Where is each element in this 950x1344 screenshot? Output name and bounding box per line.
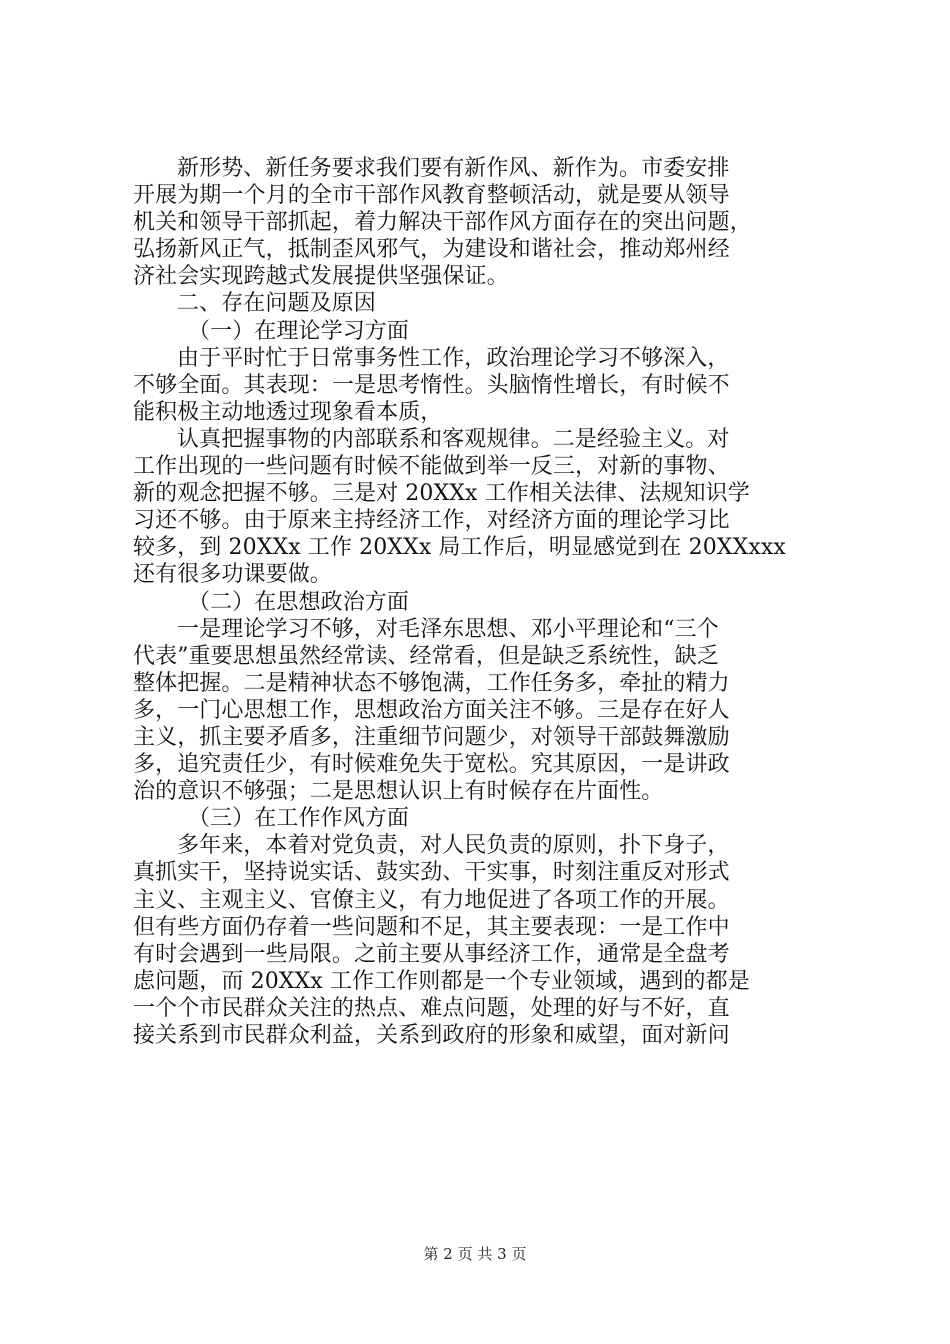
text-line: 一是理论学习不够，对毛泽东思想、邓小平理论和“三个 [177,616,719,642]
text-line: 多年来，本着对党负责，对人民负责的原则，扑下身子， [177,833,730,859]
text-line: 弘扬新风正气，抵制歪风邪气，为建设和谐社会，推动郑州经 [133,237,730,263]
text-line: 能积极主动地透过现象看本质， [133,399,443,425]
text-line: 工作出现的一些问题有时候不能做到举一反三，对新的事物、 [133,454,730,480]
text-line: 主义，抓主要矛盾多，注重细节问题少，对领导干部鼓舞激励 [133,724,730,750]
body-text [133,155,833,1049]
text-line: 习还不够。由于原来主持经济工作，对经济方面的理论学习比 [133,508,730,534]
text-line: 整体把握。二是精神状态不够饱满，工作任务多，牵扯的精力 [133,670,730,696]
text-line: 真抓实干，坚持说实话、鼓实劲、干实事，时刻注重反对形式 [133,860,730,886]
text-line: 虑问题，而 20XXx 工作工作则都是一个专业领域，遇到的都是 [133,968,750,994]
text-line: 济社会实现跨越式发展提供坚强保证。 [133,264,509,290]
text-line: 但有些方面仍存着一些问题和不足，其主要表现：一是工作中 [133,914,730,940]
text-line: 一个个市民群众关注的热点、难点问题，处理的好与不好，直 [133,995,730,1021]
text-line: （三）在工作作风方面 [188,806,410,832]
text-line: 多，一门心思想工作，思想政治方面关注不够。三是存在好人 [133,697,730,723]
text-line: 治的意识不够强；二是思想认识上有时候存在片面性。 [133,779,664,805]
text-line: 不够全面。其表现：一是思考惰性。头脑惰性增长，有时候不 [133,372,730,398]
text-line: 代表”重要思想虽然经常读、经常看，但是缺乏系统性，缺乏 [133,643,719,669]
text-line: 认真把握事物的内部联系和客观规律。二是经验主义。对 [177,426,730,452]
text-line: 较多，到 20XXx 工作 20XXx 局工作后，明显感觉到在 20XXxxx [133,535,786,561]
text-line: 还有很多功课要做。 [133,562,332,588]
page-footer: 第 2 页 共 3 页 [423,1245,527,1263]
text-line: 多，追究责任少，有时候难免失于宽松。究其原因，一是讲政 [133,752,730,778]
text-line: 二、存在问题及原因 [177,291,376,317]
text-line: 新形势、新任务要求我们要有新作风、新作为。市委安排 [177,156,730,181]
text-line: 新的观念把握不够。三是对 20XXx 工作相关法律、法规知识学 [133,481,750,507]
text-line: 有时会遇到一些局限。之前主要从事经济工作，通常是全盘考 [133,941,730,967]
text-line: （一）在理论学习方面 [188,318,410,344]
text-line: 主义、主观主义、官僚主义，有力地促进了各项工作的开展。 [133,887,730,913]
text-line: 由于平时忙于日常事务性工作，政治理论学习不够深入， [177,345,730,371]
text-line: （二）在思想政治方面 [188,589,410,615]
text-line: 接关系到市民群众利益，关系到政府的形象和威望，面对新问 [133,1023,730,1048]
text-line: 开展为期一个月的全市干部作风教育整顿活动，就是要从领导 [133,183,730,209]
text-line: 机关和领导干部抓起，着力解决干部作风方面存在的突出问题， [133,210,752,236]
